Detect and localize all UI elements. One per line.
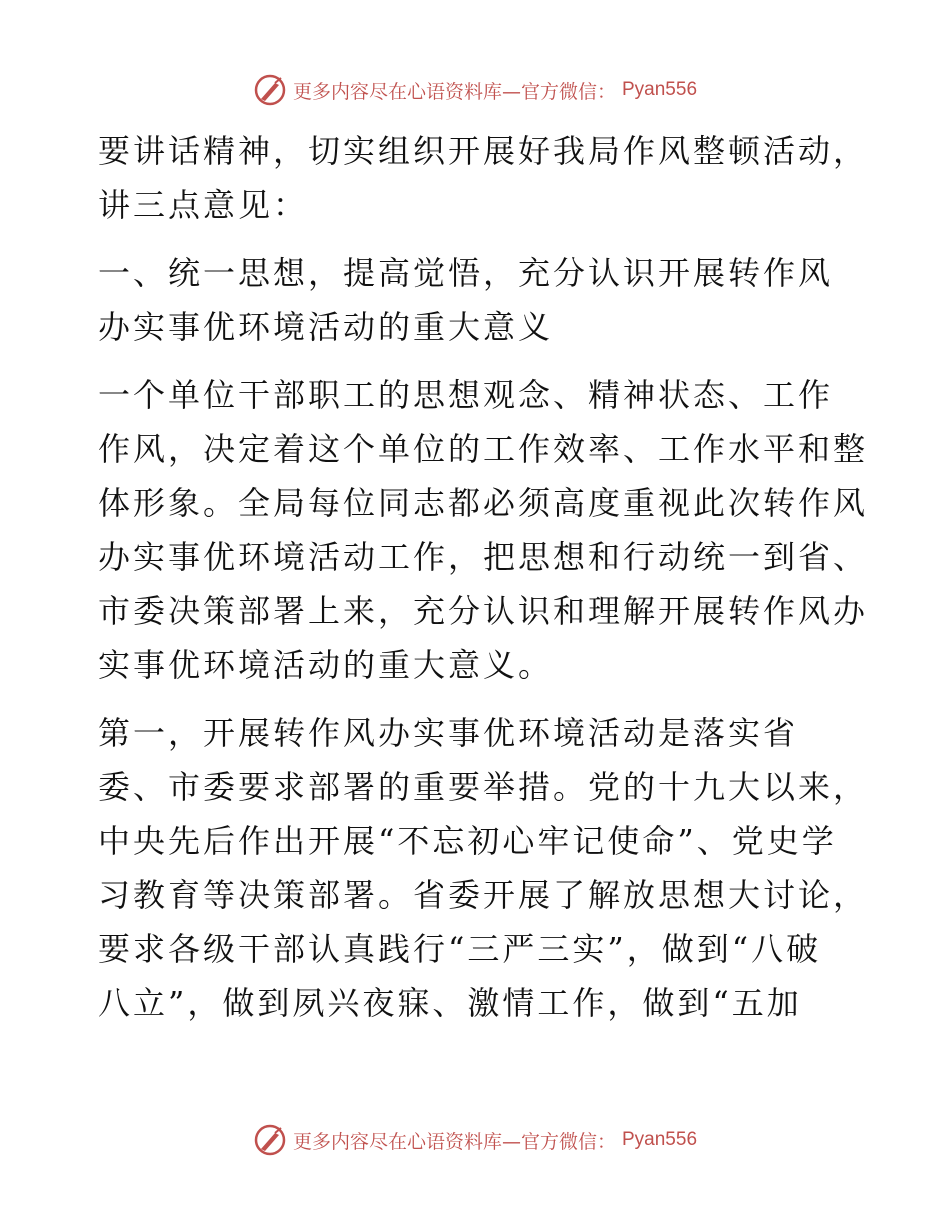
banner-text: 更多内容尽在心语资料库—官方微信： [292,1130,616,1153]
text-line: 要求各级干部认真践行“三严三实”，做到“八破 [98,930,822,968]
text-line: 八立”，做到夙兴夜寐、激情工作，做到“五加 [98,984,802,1022]
text-line: 办实事优环境活动的重大意义 [98,308,554,346]
banner-wechat-id: Pyan556 [622,1129,698,1150]
text-line: 要讲话精神，切实组织开展好我局作风整顿活动， [98,132,869,170]
quill-pen-logo-icon [253,1123,287,1157]
text-line: 一、统一思想，提高觉悟，充分认识开展转作风 [98,254,834,292]
text-line: 一个单位干部职工的思想观念、精神状态、工作 [98,376,834,414]
footer-banner [0,1120,950,1160]
paragraph-body-1 [98,368,869,692]
text-line: 作风，决定着这个单位的工作效率、工作水平和整 [98,430,869,468]
text-line: 讲三点意见： [98,186,309,224]
text-line: 中央先后作出开展“不忘初心牢记使命”、党史学 [98,822,837,860]
header-banner [0,70,950,110]
section-heading-1 [98,246,858,354]
text-line: 市委决策部署上来，充分认识和理解开展转作风办 [98,592,869,630]
text-line: 习教育等决策部署。省委开展了解放思想大讨论， [98,876,869,914]
document-body [98,124,869,1030]
banner-text: 更多内容尽在心语资料库—官方微信： [292,80,616,103]
quill-pen-logo-icon [253,73,287,107]
text-line: 实事优环境活动的重大意义。 [98,646,554,684]
text-line: 第一，开展转作风办实事优环境活动是落实省 [98,714,799,752]
text-line: 办实事优环境活动工作，把思想和行动统一到省、 [98,538,869,576]
text-line: 体形象。全局每位同志都必须高度重视此次转作风 [98,484,869,522]
paragraph-intro [98,124,869,232]
paragraph-body-2 [98,706,869,1030]
banner-wechat-id: Pyan556 [622,79,698,100]
text-line: 委、市委要求部署的重要举措。党的十九大以来， [98,768,869,806]
